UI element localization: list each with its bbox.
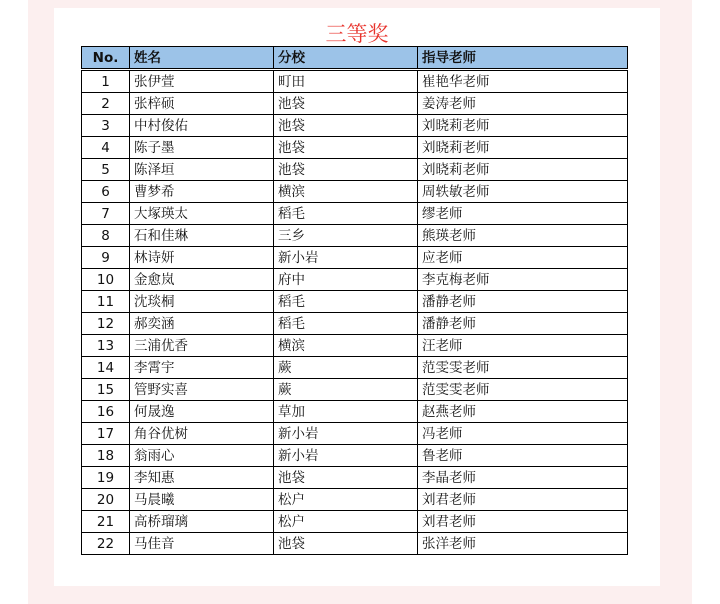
school-cell: 新小岩 (274, 445, 418, 467)
school-cell: 稻毛 (274, 313, 418, 335)
no-cell: 18 (82, 445, 130, 467)
no-cell: 2 (82, 93, 130, 115)
table-row (82, 533, 628, 555)
name-cell: 林诗妍 (130, 247, 274, 269)
name-cell: 李霄宇 (130, 357, 274, 379)
column-header-name: 姓名 (130, 47, 274, 70)
no-cell: 6 (82, 181, 130, 203)
no-cell: 10 (82, 269, 130, 291)
no-cell: 11 (82, 291, 130, 313)
name-cell: 高桥瑠璃 (130, 511, 274, 533)
table-row (82, 467, 628, 489)
teacher-cell: 潘静老师 (418, 291, 628, 313)
school-cell: 三乡 (274, 225, 418, 247)
school-cell: 横滨 (274, 335, 418, 357)
no-cell: 20 (82, 489, 130, 511)
no-cell: 1 (82, 70, 130, 93)
teacher-cell: 缪老师 (418, 203, 628, 225)
no-cell: 13 (82, 335, 130, 357)
teacher-cell: 鲁老师 (418, 445, 628, 467)
table-row (82, 379, 628, 401)
table-row (82, 203, 628, 225)
school-cell: 稻毛 (274, 203, 418, 225)
no-cell: 14 (82, 357, 130, 379)
teacher-cell: 熊瑛老师 (418, 225, 628, 247)
teacher-cell: 范雯雯老师 (418, 379, 628, 401)
school-cell: 横滨 (274, 181, 418, 203)
no-cell: 22 (82, 533, 130, 555)
award-title: 三等奖 (325, 22, 389, 46)
name-cell: 曹梦希 (130, 181, 274, 203)
school-cell: 稻毛 (274, 291, 418, 313)
name-cell: 翁雨心 (130, 445, 274, 467)
school-cell: 池袋 (274, 115, 418, 137)
name-cell: 石和佳琳 (130, 225, 274, 247)
school-cell: 松户 (274, 511, 418, 533)
teacher-cell: 李晶老师 (418, 467, 628, 489)
teacher-cell: 李克梅老师 (418, 269, 628, 291)
no-cell: 12 (82, 313, 130, 335)
table-row (82, 357, 628, 379)
teacher-cell: 汪老师 (418, 335, 628, 357)
table-row (82, 511, 628, 533)
column-header-teacher: 指导老师 (418, 47, 628, 70)
school-cell: 松户 (274, 489, 418, 511)
name-cell: 郝奕涵 (130, 313, 274, 335)
name-cell: 金愈岚 (130, 269, 274, 291)
school-cell: 池袋 (274, 467, 418, 489)
name-cell: 中村俊佑 (130, 115, 274, 137)
table-row (82, 159, 628, 181)
table-header-row (82, 47, 628, 70)
school-cell: 新小岩 (274, 423, 418, 445)
award-table (81, 46, 628, 555)
no-cell: 19 (82, 467, 130, 489)
teacher-cell: 刘晓莉老师 (418, 137, 628, 159)
teacher-cell: 范雯雯老师 (418, 357, 628, 379)
table-row (82, 137, 628, 159)
teacher-cell: 应老师 (418, 247, 628, 269)
no-cell: 15 (82, 379, 130, 401)
teacher-cell: 刘君老师 (418, 511, 628, 533)
teacher-cell: 潘静老师 (418, 313, 628, 335)
name-cell: 李知惠 (130, 467, 274, 489)
no-cell: 21 (82, 511, 130, 533)
no-cell: 3 (82, 115, 130, 137)
teacher-cell: 刘君老师 (418, 489, 628, 511)
table-row (82, 115, 628, 137)
name-cell: 大塚瑛太 (130, 203, 274, 225)
table-body (82, 70, 628, 555)
no-cell: 9 (82, 247, 130, 269)
name-cell: 马佳音 (130, 533, 274, 555)
teacher-cell: 姜涛老师 (418, 93, 628, 115)
table-row (82, 335, 628, 357)
teacher-cell: 冯老师 (418, 423, 628, 445)
column-header-no: No. (82, 47, 130, 70)
school-cell: 池袋 (274, 533, 418, 555)
school-cell: 蕨 (274, 357, 418, 379)
school-cell: 池袋 (274, 93, 418, 115)
no-cell: 5 (82, 159, 130, 181)
name-cell: 何晟逸 (130, 401, 274, 423)
table-row (82, 93, 628, 115)
name-cell: 陈泽垣 (130, 159, 274, 181)
no-cell: 8 (82, 225, 130, 247)
name-cell: 管野实喜 (130, 379, 274, 401)
teacher-cell: 崔艳华老师 (418, 70, 628, 93)
table-row (82, 181, 628, 203)
school-cell: 町田 (274, 70, 418, 93)
school-cell: 府中 (274, 269, 418, 291)
name-cell: 张梓硕 (130, 93, 274, 115)
teacher-cell: 刘晓莉老师 (418, 159, 628, 181)
school-cell: 蕨 (274, 379, 418, 401)
table-row (82, 70, 628, 93)
teacher-cell: 刘晓莉老师 (418, 115, 628, 137)
table-row (82, 401, 628, 423)
table-row (82, 445, 628, 467)
name-cell: 沈琰桐 (130, 291, 274, 313)
no-cell: 17 (82, 423, 130, 445)
school-cell: 草加 (274, 401, 418, 423)
table-row (82, 423, 628, 445)
teacher-cell: 周轶敏老师 (418, 181, 628, 203)
no-cell: 7 (82, 203, 130, 225)
award-card (54, 8, 660, 586)
school-cell: 池袋 (274, 159, 418, 181)
name-cell: 张伊萱 (130, 70, 274, 93)
name-cell: 马晨曦 (130, 489, 274, 511)
table-row (82, 489, 628, 511)
school-cell: 新小岩 (274, 247, 418, 269)
name-cell: 陈子墨 (130, 137, 274, 159)
teacher-cell: 张洋老师 (418, 533, 628, 555)
name-cell: 角谷优树 (130, 423, 274, 445)
table-row (82, 225, 628, 247)
column-header-school: 分校 (274, 47, 418, 70)
school-cell: 池袋 (274, 137, 418, 159)
no-cell: 4 (82, 137, 130, 159)
table-row (82, 247, 628, 269)
teacher-cell: 赵燕老师 (418, 401, 628, 423)
table-row (82, 291, 628, 313)
no-cell: 16 (82, 401, 130, 423)
table-row (82, 269, 628, 291)
table-row (82, 313, 628, 335)
name-cell: 三浦优香 (130, 335, 274, 357)
